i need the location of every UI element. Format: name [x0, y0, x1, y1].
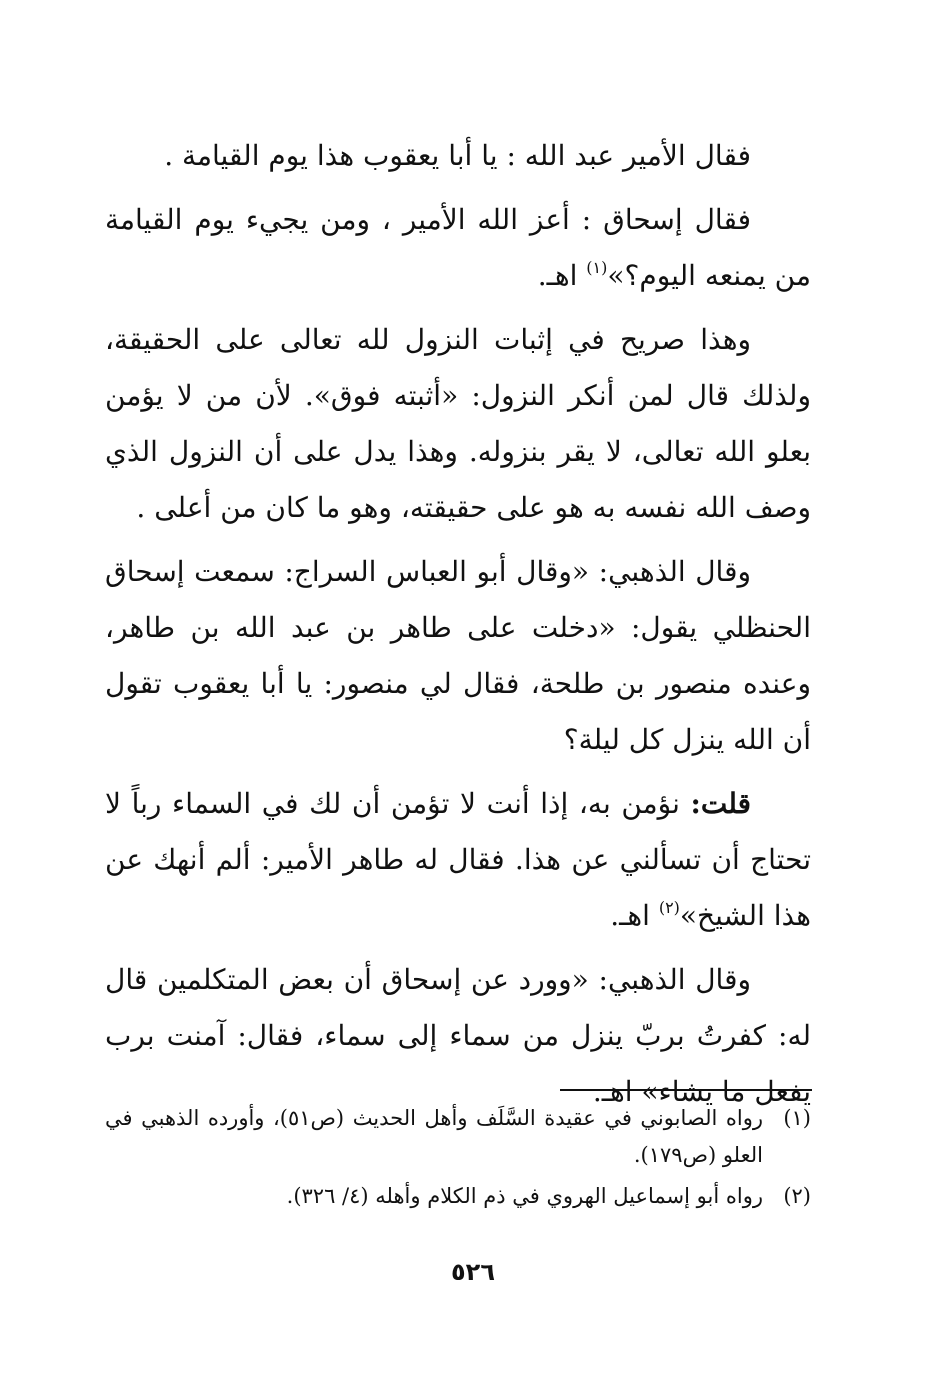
paragraph-2: [105, 192, 811, 304]
footnote-number: (١): [783, 1106, 811, 1130]
paragraph-6: [105, 952, 811, 1120]
main-text: [105, 128, 811, 1128]
paragraph-1: [105, 128, 811, 184]
paragraph-text: فقال إسحاق : أعز الله الأمير ، ومن يجيء يوم القيامة من يمنعه اليوم؟»: [105, 203, 811, 292]
footnotes: [105, 1100, 811, 1219]
page-number: ٥٢٦: [451, 1258, 495, 1286]
paragraph-text: وقال الذهبي: «وقال أبو العباس السراج: سمعت إسحاق الحنظلي يقول: «دخلت على طاهر بن عبد الله بن طاهر، وعنده منصور بن طلحة، فقال لي منصور: يا أبا يعقوب تقول أن الله ينزل كل ليلة؟: [105, 555, 811, 756]
footnote-2: [105, 1178, 811, 1215]
paragraph-3: [105, 312, 811, 536]
footnote-text: رواه الصابوني في عقيدة السَّلَف وأهل الحديث (ص٥١)، وأورده الذهبي في العلو (ص١٧٩).: [105, 1106, 763, 1167]
paragraph-text: فقال الأمير عبد الله : يا أبا يعقوب هذا يوم القيامة .: [164, 139, 751, 172]
paragraph-text: وهذا صريح في إثبات النزول لله تعالى على الحقيقة، ولذلك قال لمن أنكر النزول: «أثبته فوق». لأن من لا يؤمن بعلو الله تعالى، لا يقر بنزوله. وهذا يدل على أن النزول الذي وصف الله نفسه به هو على حقيقته، وهو ما كان من أعلى .: [105, 323, 811, 524]
footnote-text: رواه أبو إسماعيل الهروي في ذم الكلام وأهله (٤/ ٣٢٦).: [286, 1184, 763, 1208]
footnote-number: (٢): [783, 1184, 811, 1208]
footnote-separator: [560, 1089, 812, 1091]
footnote-marker-2: (٢): [658, 898, 680, 917]
paragraph-4: [105, 544, 811, 768]
paragraph-suffix: اهـ.: [610, 899, 659, 932]
paragraph-lead: قلت:: [690, 787, 751, 820]
paragraph-5: [105, 776, 811, 944]
footnote-1: [105, 1100, 811, 1174]
paragraph-text: نؤمن به، إذا أنت لا تؤمن أن لك في السماء رباً لا تحتاج أن تسألني عن هذا. فقال له طاهر الأمير: ألم أنهك عن هذا الشيخ»: [105, 787, 811, 932]
footnote-marker-1: (١): [586, 258, 608, 277]
paragraph-text: وقال الذهبي: «وورد عن إسحاق أن بعض المتكلمين قال له: كفرتُ بربّ ينزل من سماء إلى سماء، فقال: آمنت برب يفعل ما يشاء» اهـ.: [105, 963, 811, 1108]
paragraph-suffix: اهـ.: [537, 259, 587, 292]
